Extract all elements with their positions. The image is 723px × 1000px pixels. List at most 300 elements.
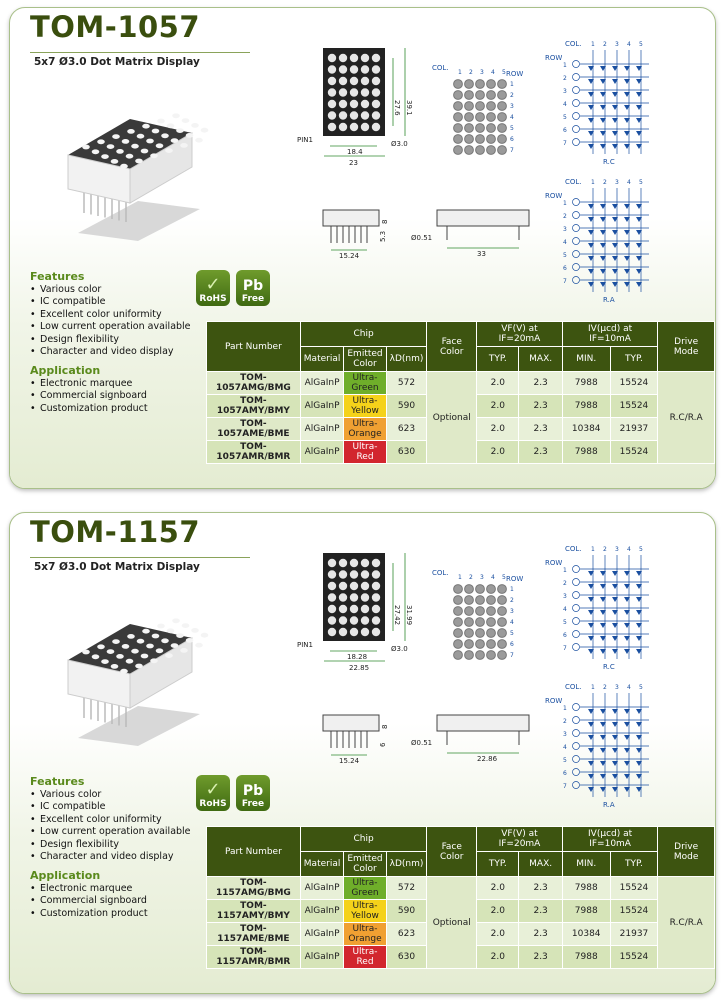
dim-dot-diameter: Ø3.0: [391, 645, 408, 653]
front-led-dot: [350, 628, 358, 636]
circuit-row-number: 6: [563, 770, 567, 777]
iv-min-cell: 7988: [562, 946, 610, 969]
front-led-dot: [350, 605, 358, 613]
pin-layout-dot: [454, 640, 463, 649]
photo-led-dot: [156, 143, 164, 148]
wavelength-cell: 590: [386, 900, 427, 923]
circuit-col-number: 3: [615, 546, 619, 553]
circuit-row-number: 3: [563, 593, 567, 600]
photo-led-dot: [165, 653, 173, 658]
product-subtitle: 5x7 Ø3.0 Dot Matrix Display: [34, 561, 200, 573]
vf-max-cell: 2.3: [519, 441, 562, 464]
pin-layout-dot: [487, 113, 496, 122]
circuit-row-number: 3: [563, 731, 567, 738]
photo-led-dot: [137, 639, 145, 644]
circuit-col-number: 3: [615, 41, 619, 48]
pin-layout-dot: [476, 146, 485, 155]
col-number: 2: [469, 574, 473, 581]
iv-min-cell: 7988: [562, 395, 610, 418]
front-led-dot: [350, 559, 358, 567]
photo-led-dot: [111, 664, 119, 669]
col-vf: VF(V) at IF=20mA: [477, 322, 563, 347]
front-led-dot: [372, 65, 380, 73]
front-led-dot: [350, 65, 358, 73]
row-number: 2: [510, 92, 514, 99]
front-led-dot: [328, 582, 336, 590]
col-vf-max: MAX.: [519, 347, 562, 372]
iv-typ-cell: 21937: [610, 418, 658, 441]
photo-led-dot: [135, 159, 143, 164]
circuit-row-number: 7: [563, 140, 567, 147]
circuit-row-number: 5: [563, 252, 567, 259]
pin-layout-dot: [487, 102, 496, 111]
photo-led-dot: [116, 654, 124, 659]
pin-layout-dot: [465, 618, 474, 627]
pin-layout-dot: [487, 146, 496, 155]
vf-max-cell: 2.3: [519, 923, 562, 946]
dim-side-height: 8: [381, 219, 389, 224]
spec-table: [206, 321, 715, 464]
circuit-row-number: 3: [563, 88, 567, 95]
circuit-row-label: ROW: [545, 54, 563, 62]
table-row: [207, 877, 715, 900]
circuit-col-label: COL.: [565, 683, 582, 691]
front-led-dot: [372, 88, 380, 96]
circuit-row-number: 4: [563, 606, 567, 613]
material-cell: AlGaInP: [300, 418, 344, 441]
circuit-row-number: 3: [563, 226, 567, 233]
circuit-col-number: 4: [627, 684, 631, 691]
front-led-dot: [361, 88, 369, 96]
photo-led-dot: [180, 648, 188, 653]
photo-led-dot: [152, 129, 160, 134]
circuit-col-number: 4: [627, 546, 631, 553]
application-item: • Customization product: [30, 403, 148, 415]
pin-layout-dot: [465, 596, 474, 605]
circuit-diagram-rc: [545, 543, 655, 673]
rohs-label: RoHS: [199, 799, 227, 809]
bottom-view: [437, 210, 529, 248]
circuit-row-number: 1: [563, 705, 567, 712]
front-led-dot: [339, 123, 347, 131]
circuit-row-number: 2: [563, 75, 567, 82]
product-title: TOM-1057: [30, 10, 201, 44]
features-heading: Features: [30, 775, 85, 788]
rohs-badge: [196, 270, 230, 306]
emitted-color-cell: Ultra-Red: [344, 441, 386, 464]
product-photo: [60, 608, 210, 748]
row-number: 4: [510, 619, 514, 626]
dim-pin-length: 6: [379, 742, 387, 747]
row-number: 7: [510, 652, 514, 659]
pin-layout-dot: [498, 629, 507, 638]
features-heading: Features: [30, 270, 85, 283]
photo-led-dot: [172, 113, 180, 118]
pin-layout-dot: [454, 618, 463, 627]
front-led-dot: [372, 111, 380, 119]
iv-min-cell: 10384: [562, 923, 610, 946]
dim-height-inner: 27.6: [393, 100, 401, 116]
circuit-col-number: 2: [603, 684, 607, 691]
col-drive-mode: Drive Mode: [658, 827, 715, 877]
circuit-row-label: ROW: [545, 697, 563, 705]
circuit-row-number: 1: [563, 567, 567, 574]
emitted-color-cell: Ultra-Yellow: [344, 395, 386, 418]
circuit-row-number: 2: [563, 580, 567, 587]
material-cell: AlGaInP: [300, 877, 344, 900]
row-number: 6: [510, 641, 514, 648]
col-part-number: Part Number: [207, 322, 301, 372]
col-lambda: λD(nm): [386, 852, 427, 877]
application-item: • Customization product: [30, 908, 148, 920]
circuit-col-number: 5: [639, 179, 643, 186]
material-cell: AlGaInP: [300, 395, 344, 418]
pin-layout-dot: [498, 102, 507, 111]
circuit-col-label: COL.: [565, 178, 582, 186]
photo-led-dot: [180, 143, 188, 148]
application-item: • Electronic marquee: [30, 883, 148, 895]
front-led-dot: [328, 628, 336, 636]
dim-height-outer: 39.1: [405, 100, 413, 116]
circuit-row-label: ROW: [545, 192, 563, 200]
photo-led-dot: [167, 123, 175, 128]
col-vf-max: MAX.: [519, 852, 562, 877]
pin-layout-dot: [498, 651, 507, 660]
pin-layout-dot: [454, 102, 463, 111]
application-item: • Electronic marquee: [30, 378, 148, 390]
feature-item: • Low current operation available: [30, 826, 191, 838]
dim-pin-diameter: Ø0.51: [411, 234, 433, 242]
pin-layout-dot: [498, 80, 507, 89]
dim-side-height: 8: [381, 724, 389, 729]
dim-dot-diameter: Ø3.0: [391, 140, 408, 148]
pin-layout-diagram: [430, 60, 540, 180]
side-view: [323, 210, 379, 250]
pin-layout-dot: [476, 585, 485, 594]
wavelength-cell: 590: [386, 395, 427, 418]
circuit-col-number: 5: [639, 41, 643, 48]
photo-led-dot: [176, 128, 184, 133]
pin-layout-dot: [487, 124, 496, 133]
front-led-dot: [350, 616, 358, 624]
dim-bottom-width: 33: [477, 250, 486, 258]
pin-layout-dot: [487, 629, 496, 638]
pin-layout-dot: [454, 124, 463, 133]
front-led-dot: [339, 570, 347, 578]
photo-led-dot: [120, 669, 128, 674]
front-led-dot: [339, 593, 347, 601]
col-emitted-color: Emitted Color: [344, 852, 386, 877]
pin-layout-dot: [498, 618, 507, 627]
pin-layout-dot: [476, 651, 485, 660]
front-led-dot: [361, 100, 369, 108]
photo-led-dot: [161, 133, 169, 138]
photo-led-dot: [146, 644, 154, 649]
front-led-dot: [339, 628, 347, 636]
pb-free-badge: [236, 270, 270, 306]
pb-free-badge: [236, 775, 270, 811]
pin-layout-dot: [454, 607, 463, 616]
front-led-dot: [328, 605, 336, 613]
circuit-col-number: 5: [639, 684, 643, 691]
part-number-cell: TOM-1057AMY/BMY: [207, 395, 301, 418]
front-led-dot: [328, 54, 336, 62]
front-led-dot: [372, 582, 380, 590]
feature-item: • Design flexibility: [30, 334, 191, 346]
wavelength-cell: 572: [386, 372, 427, 395]
dim-height-inner: 27.42: [393, 605, 401, 626]
front-led-dot: [339, 559, 347, 567]
feature-item: • Excellent color uniformity: [30, 309, 191, 321]
col-iv-typ: TYP.: [610, 347, 658, 372]
photo-led-dot: [165, 148, 173, 153]
row-number: 3: [510, 103, 514, 110]
front-led-dot: [350, 100, 358, 108]
photo-led-dot: [120, 164, 128, 169]
circuit-row-number: 4: [563, 101, 567, 108]
front-led-dot: [361, 605, 369, 613]
photo-led-dot: [131, 649, 139, 654]
col-iv-typ: TYP.: [610, 852, 658, 877]
col-material: Material: [300, 347, 344, 372]
pin-layout-dot: [465, 135, 474, 144]
front-led-dot: [328, 88, 336, 96]
circuit-diagram-rc: [545, 38, 655, 168]
front-led-dot: [361, 111, 369, 119]
material-cell: AlGaInP: [300, 946, 344, 969]
pin-layout-dot: [498, 135, 507, 144]
circuit-row-label: ROW: [545, 559, 563, 567]
pin-layout-dot: [487, 585, 496, 594]
col-iv: IV(μcd) at IF=10mA: [562, 827, 658, 852]
pin-layout-dot: [465, 124, 474, 133]
front-led-dot: [361, 77, 369, 85]
material-cell: AlGaInP: [300, 923, 344, 946]
dim-width-outer: 23: [349, 159, 358, 167]
pin-layout-dot: [498, 596, 507, 605]
circuit-col-number: 2: [603, 546, 607, 553]
front-led-dot: [339, 77, 347, 85]
row-number: 6: [510, 136, 514, 143]
feature-item: • IC compatible: [30, 801, 191, 813]
front-led-dot: [328, 65, 336, 73]
application-item: • Commercial signboard: [30, 390, 148, 402]
photo-led-dot: [111, 159, 119, 164]
table-row: [207, 372, 715, 395]
iv-min-cell: 7988: [562, 877, 610, 900]
pin1-label: PIN1: [297, 136, 313, 144]
front-led-dot: [350, 88, 358, 96]
photo-led-dot: [141, 149, 149, 154]
front-led-dot: [339, 582, 347, 590]
check-icon: ✓: [205, 274, 221, 295]
pin-layout-dot: [498, 585, 507, 594]
col-label: COL.: [432, 569, 449, 577]
circuit-row-number: 5: [563, 114, 567, 121]
pb-label: Pb: [242, 278, 264, 294]
vf-max-cell: 2.3: [519, 395, 562, 418]
pin-layout-dot: [498, 91, 507, 100]
iv-min-cell: 7988: [562, 372, 610, 395]
pin-layout-dot: [465, 113, 474, 122]
circuit-row-number: 6: [563, 632, 567, 639]
feature-item: • Various color: [30, 284, 191, 296]
compliance-badges: [196, 270, 270, 306]
feature-item: • Various color: [30, 789, 191, 801]
front-led-dot: [350, 582, 358, 590]
photo-led-dot: [182, 118, 190, 123]
dim-width-inner: 18.4: [347, 148, 363, 156]
photo-led-dot: [150, 658, 158, 663]
emitted-color-cell: Ultra-Green: [344, 372, 386, 395]
photo-led-dot: [82, 650, 90, 655]
circuit-row-number: 1: [563, 62, 567, 69]
features-list: [30, 284, 191, 358]
product-card: [9, 512, 716, 994]
front-led-dot: [372, 616, 380, 624]
pin-layout-dot: [487, 91, 496, 100]
front-led-dot: [339, 88, 347, 96]
pin-layout-dot: [476, 629, 485, 638]
pin-layout-dot: [498, 607, 507, 616]
pin-layout-dot: [487, 596, 496, 605]
col-number: 5: [502, 69, 506, 76]
front-led-dot: [328, 77, 336, 85]
pin-layout-dot: [454, 91, 463, 100]
col-drive-mode: Drive Mode: [658, 322, 715, 372]
iv-min-cell: 7988: [562, 441, 610, 464]
feature-item: • Character and video display: [30, 851, 191, 863]
front-led-dot: [372, 123, 380, 131]
front-led-dot: [361, 65, 369, 73]
photo-led-dot: [126, 154, 134, 159]
wavelength-cell: 623: [386, 923, 427, 946]
col-chip: Chip: [300, 827, 427, 852]
front-led-dot: [339, 65, 347, 73]
col-number: 1: [458, 69, 462, 76]
photo-led-dot: [107, 649, 115, 654]
photo-led-dot: [157, 624, 165, 629]
circuit-row-number: 4: [563, 744, 567, 751]
circuit-col-number: 1: [591, 41, 595, 48]
circuit-diagram-ra: [545, 681, 655, 811]
iv-min-cell: 10384: [562, 418, 610, 441]
circuit-row-number: 2: [563, 718, 567, 725]
photo-led-dot: [101, 659, 109, 664]
circuit-col-number: 2: [603, 41, 607, 48]
vf-max-cell: 2.3: [519, 877, 562, 900]
photo-led-dot: [116, 149, 124, 154]
wavelength-cell: 623: [386, 418, 427, 441]
material-cell: AlGaInP: [300, 372, 344, 395]
pin-layout-diagram: [430, 565, 540, 685]
row-number: 1: [510, 586, 514, 593]
pin-layout-dot: [476, 80, 485, 89]
front-led-dot: [361, 593, 369, 601]
pin-layout-dot: [465, 80, 474, 89]
photo-led-dot: [201, 633, 209, 638]
photo-led-dot: [126, 659, 134, 664]
front-led-dot: [361, 123, 369, 131]
circuit-col-number: 4: [627, 41, 631, 48]
pin-layout-dot: [476, 596, 485, 605]
front-led-dot: [361, 628, 369, 636]
pin-layout-dot: [465, 651, 474, 660]
iv-typ-cell: 21937: [610, 923, 658, 946]
emitted-color-cell: Ultra-Orange: [344, 418, 386, 441]
photo-led-dot: [195, 643, 203, 648]
col-number: 2: [469, 69, 473, 76]
circuit-col-number: 1: [591, 684, 595, 691]
face-color-cell: Optional: [427, 372, 477, 464]
front-led-dot: [328, 570, 336, 578]
material-cell: AlGaInP: [300, 900, 344, 923]
col-vf-typ: TYP.: [477, 852, 519, 877]
pin-layout-dot: [487, 640, 496, 649]
part-number-cell: TOM-1157AMR/BMR: [207, 946, 301, 969]
photo-led-dot: [152, 634, 160, 639]
pin-layout-dot: [476, 124, 485, 133]
circuit-col-number: 1: [591, 179, 595, 186]
circuit-row-number: 4: [563, 239, 567, 246]
col-face-color: Face Color: [427, 322, 477, 372]
iv-typ-cell: 15524: [610, 946, 658, 969]
front-led-dot: [372, 628, 380, 636]
pin-layout-dot: [498, 124, 507, 133]
circuit-row-number: 5: [563, 757, 567, 764]
front-led-dot: [372, 100, 380, 108]
dim-width-outer: 22.85: [349, 664, 370, 672]
front-led-dot: [372, 570, 380, 578]
col-lambda: λD(nm): [386, 347, 427, 372]
emitted-color-cell: Ultra-Red: [344, 946, 386, 969]
photo-led-dot: [191, 123, 199, 128]
face-color-cell: Optional: [427, 877, 477, 969]
photo-led-dot: [171, 643, 179, 648]
row-number: 3: [510, 608, 514, 615]
bottom-view: [437, 715, 529, 753]
circuit-type-label: R.C: [603, 158, 615, 166]
photo-led-dot: [157, 119, 165, 124]
dim-pin-span: 15.24: [339, 757, 360, 763]
col-number: 3: [480, 574, 484, 581]
col-label: COL.: [432, 64, 449, 72]
row-number: 4: [510, 114, 514, 121]
col-part-number: Part Number: [207, 827, 301, 877]
dim-bottom-width: 22.86: [477, 755, 498, 763]
iv-typ-cell: 15524: [610, 372, 658, 395]
photo-led-dot: [97, 139, 105, 144]
front-led-dot: [328, 123, 336, 131]
photo-led-dot: [172, 618, 180, 623]
pin-layout-dot: [465, 629, 474, 638]
pin-layout-dot: [454, 135, 463, 144]
circuit-col-number: 1: [591, 546, 595, 553]
feature-item: • Character and video display: [30, 346, 191, 358]
pin-layout-dot: [454, 113, 463, 122]
pin-layout-dot: [487, 651, 496, 660]
photo-led-dot: [156, 648, 164, 653]
pin-layout-dot: [465, 91, 474, 100]
application-item: • Commercial signboard: [30, 895, 148, 907]
dim-height-outer: 31.99: [405, 605, 413, 626]
emitted-color-cell: Ultra-Orange: [344, 923, 386, 946]
feature-item: • Design flexibility: [30, 839, 191, 851]
col-number: 3: [480, 69, 484, 76]
pin-layout-dot: [476, 640, 485, 649]
vf-max-cell: 2.3: [519, 900, 562, 923]
rohs-label: RoHS: [199, 294, 227, 304]
